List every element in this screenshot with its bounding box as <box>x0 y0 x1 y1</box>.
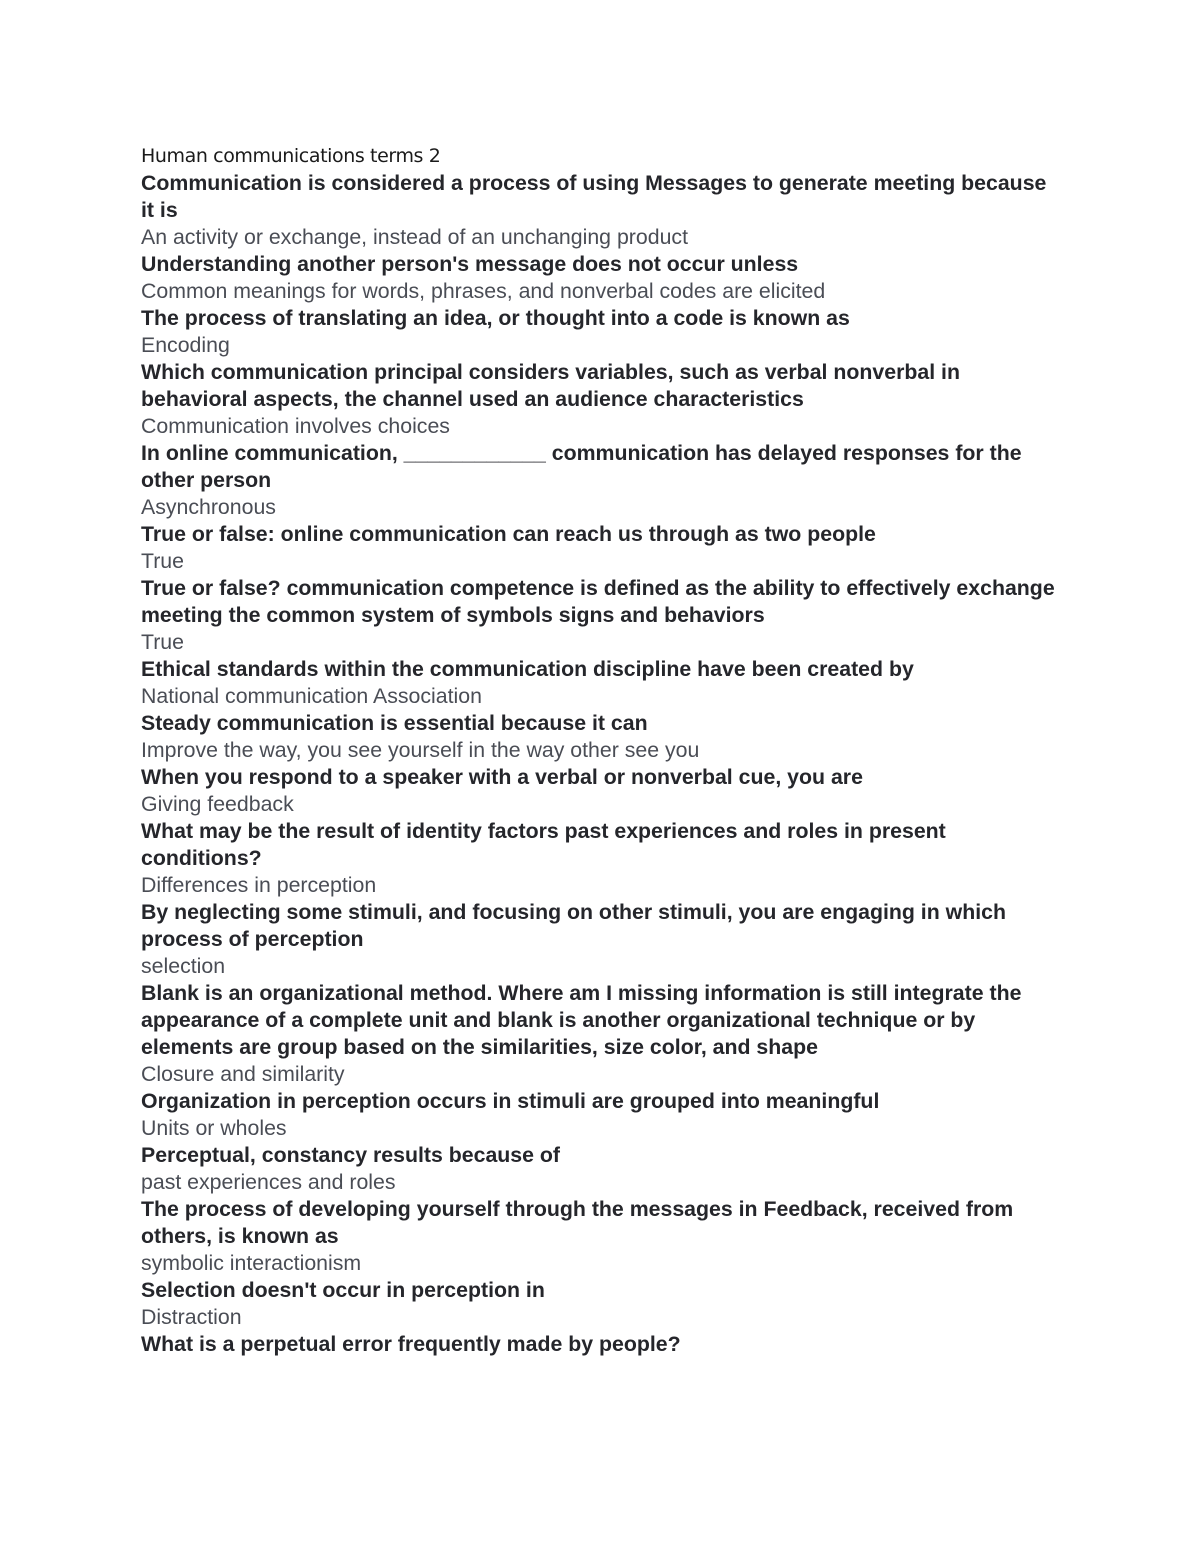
answer-text: An activity or exchange, instead of an unchanging product <box>141 225 688 249</box>
answer-text: Distraction <box>141 1305 242 1329</box>
question-text: Understanding another person's message does not occur unless <box>141 252 799 276</box>
answer-text: Improve the way, you see yourself in the way other see you <box>141 738 700 762</box>
question-text: The process of developing yourself through the messages in Feedback, received from others, is known as <box>141 1197 1014 1248</box>
answer-text: Communication involves choices <box>141 414 450 438</box>
question-text: Selection doesn't occur in perception in <box>141 1278 545 1302</box>
question-text: Organization in perception occurs in stimuli are grouped into meaningful <box>141 1089 880 1113</box>
question-text: True or false: online communication can reach us through as two people <box>141 522 876 546</box>
answer-text: True <box>141 549 184 573</box>
question-text: When you respond to a speaker with a verbal or nonverbal cue, you are <box>141 765 863 789</box>
document-title: Human communications terms 2 <box>141 145 441 167</box>
document-body <box>141 143 1056 1358</box>
answer-text: Common meanings for words, phrases, and nonverbal codes are elicited <box>141 279 826 303</box>
qa-list <box>141 170 1056 1358</box>
answer-text: Differences in perception <box>141 873 377 897</box>
answer-text: True <box>141 630 184 654</box>
question-text: What is a perpetual error frequently made by people? <box>141 1332 681 1356</box>
question-text: Ethical standards within the communication discipline have been created by <box>141 657 914 681</box>
answer-text: past experiences and roles <box>141 1170 396 1194</box>
answer-text: symbolic interactionism <box>141 1251 362 1275</box>
question-text: Which communication principal considers variables, such as verbal nonverbal in behavioral aspects, the channel used an audience characteristics <box>141 360 960 411</box>
question-text: Perceptual, constancy results because of <box>141 1143 561 1167</box>
question-text: The process of translating an idea, or thought into a code is known as <box>141 306 850 330</box>
answer-text: Asynchronous <box>141 495 276 519</box>
answer-text: Giving feedback <box>141 792 294 816</box>
question-text: Steady communication is essential because it can <box>141 711 648 735</box>
answer-text: Closure and similarity <box>141 1062 345 1086</box>
answer-text: selection <box>141 954 226 978</box>
question-text: True or false? communication competence is defined as the ability to effectively exchange meeting the common system of symbols signs and behaviors <box>141 576 1055 627</box>
question-text: By neglecting some stimuli, and focusing on other stimuli, you are engaging in which process of perception <box>141 900 1006 951</box>
question-text: What may be the result of identity factors past experiences and roles in present conditions? <box>141 819 946 870</box>
answer-text: Units or wholes <box>141 1116 287 1140</box>
question-text: In online communication, ____________ communication has delayed responses for the other person <box>141 441 1022 492</box>
answer-text: Encoding <box>141 333 230 357</box>
question-text: Blank is an organizational method. Where am I missing information is still integrate the appearance of a complete unit and blank is another organizational technique or by elements are group based on the similarities, size color, and shape <box>141 981 1022 1059</box>
question-text: Communication is considered a process of using Messages to generate meeting because it is <box>141 171 1047 222</box>
answer-text: National communication Association <box>141 684 482 708</box>
